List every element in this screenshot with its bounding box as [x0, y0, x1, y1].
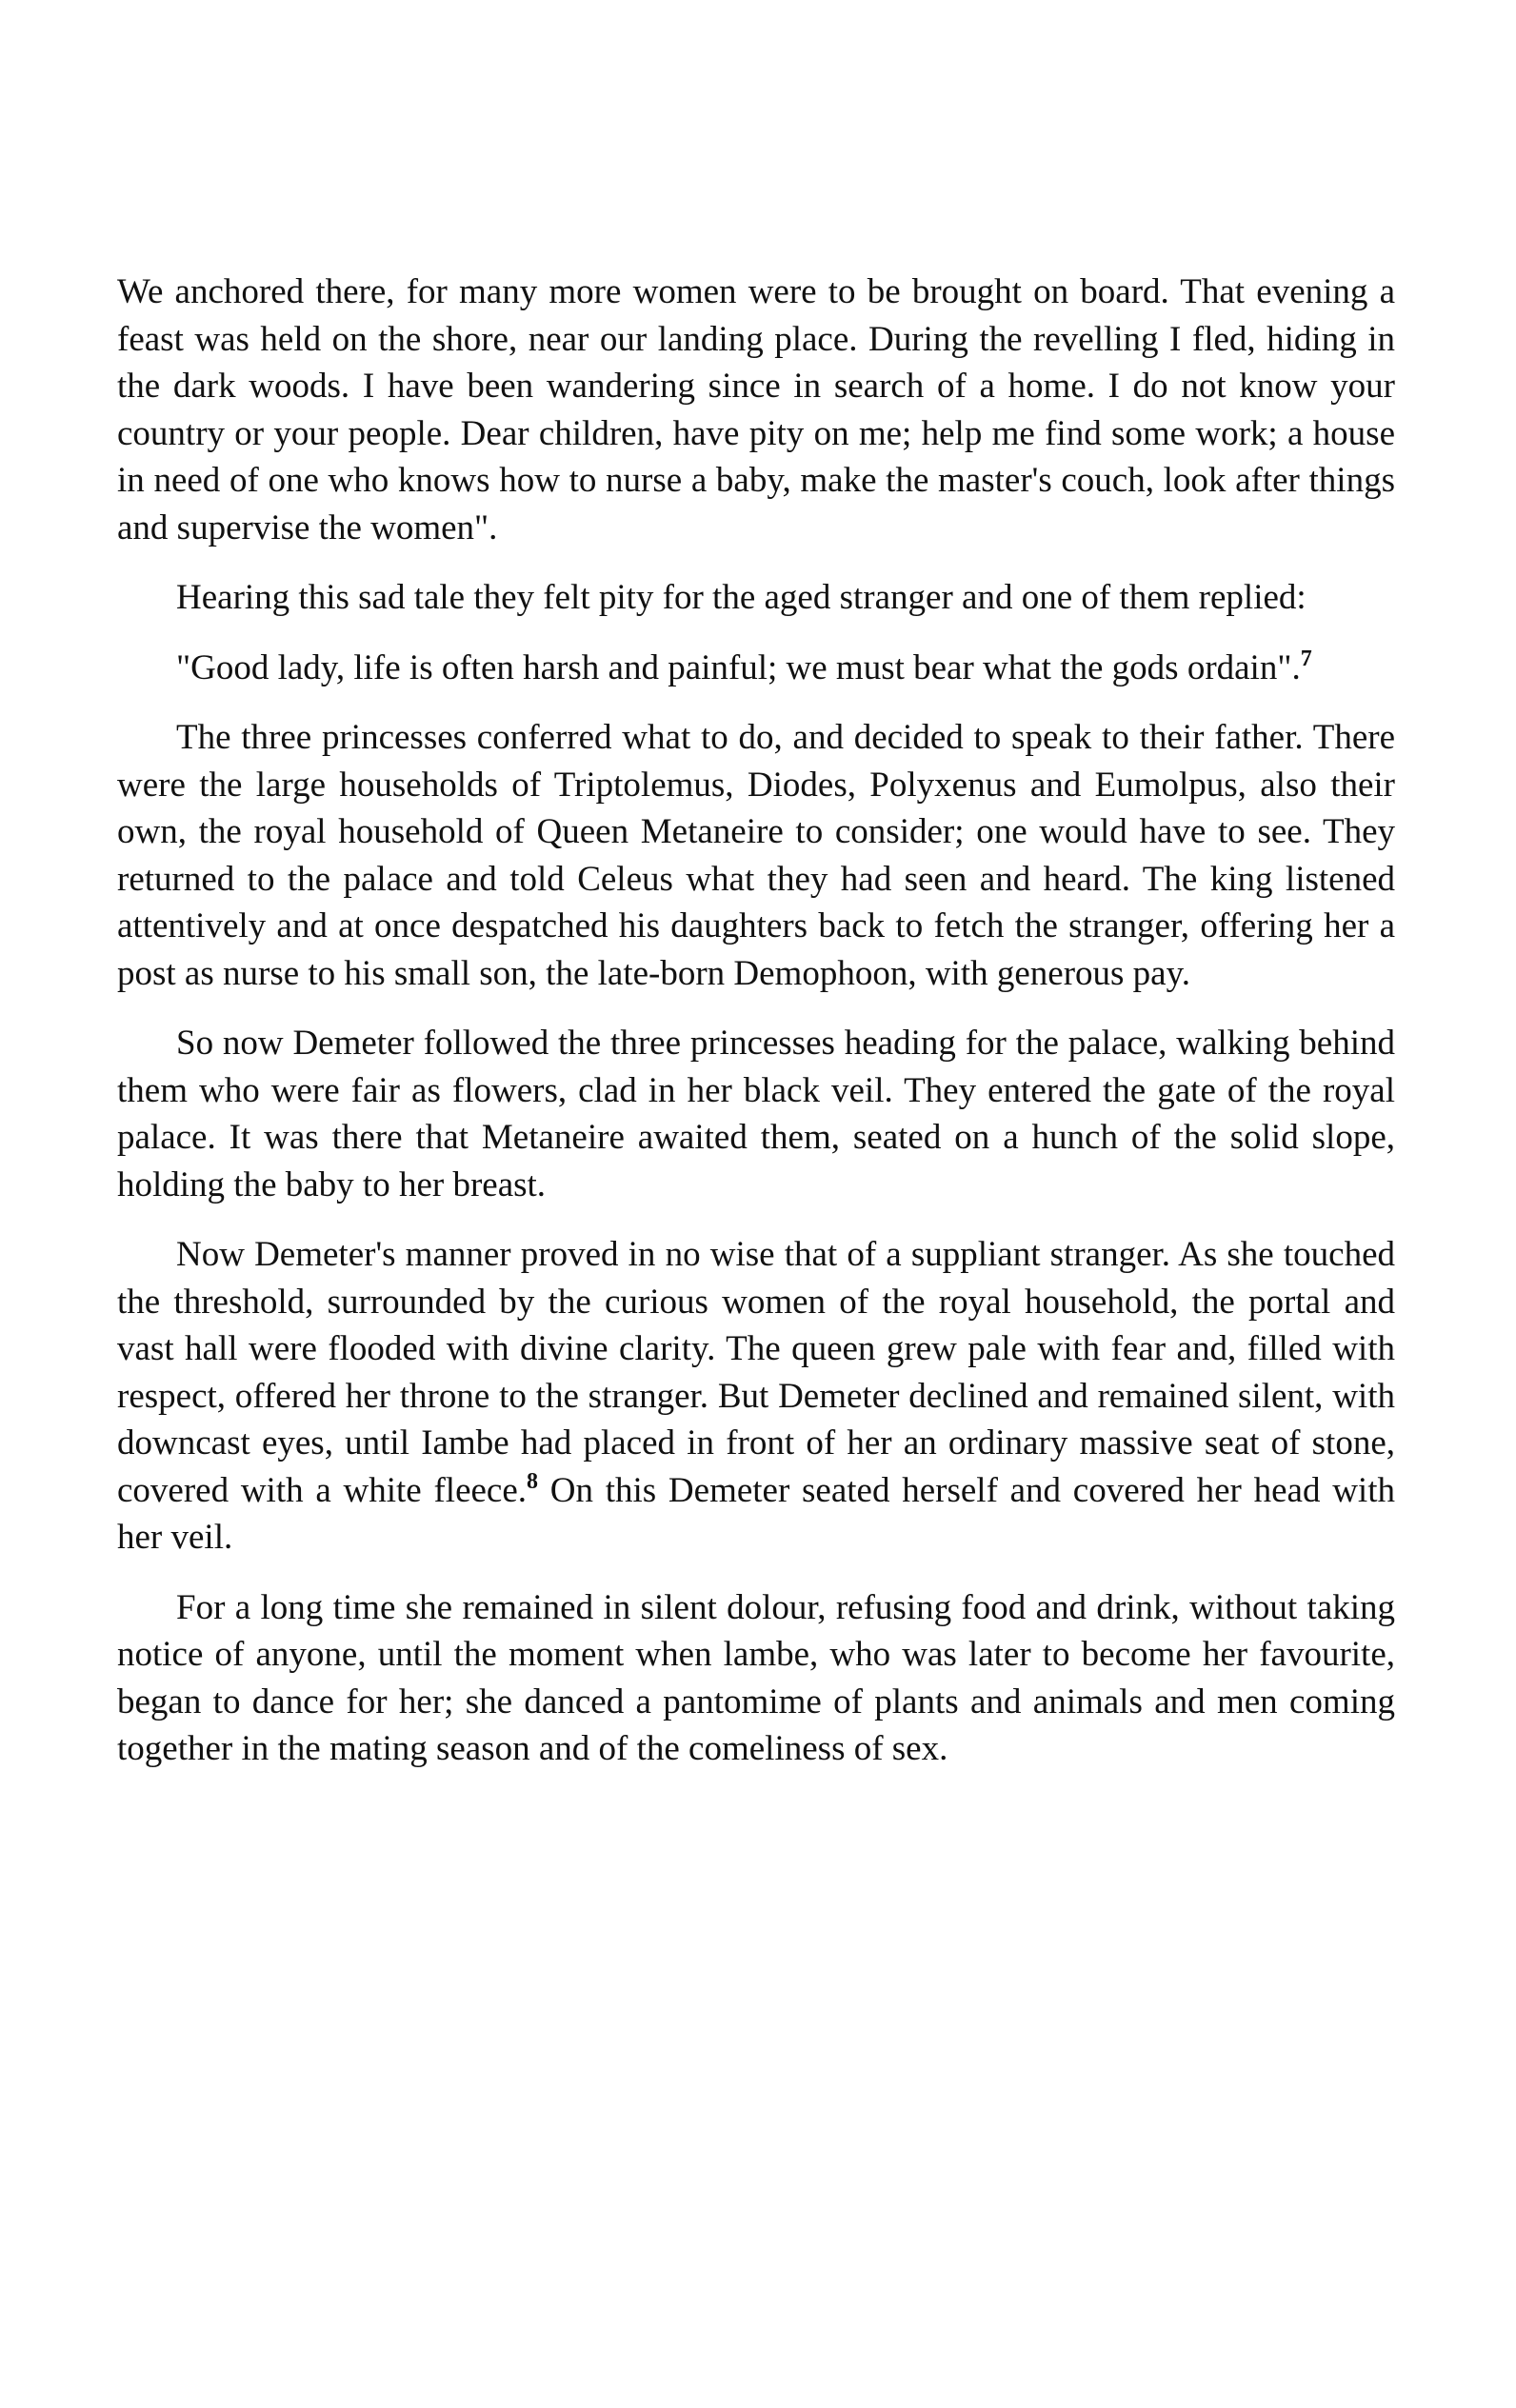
paragraph-5-text: So now Demeter followed the three princesses heading for the palace, walking behind them who were fair as flowers, clad in her black veil. They entered the gate of the royal palace. It was there that Metaneire awaited them, seated on a hunch of the solid slope, holding the baby to her breast.: [117, 1024, 1395, 1204]
paragraph-2-text: Hearing this sad tale they felt pity for the aged stranger and one of them replied:: [176, 578, 1307, 617]
paragraph-7-text: For a long time she remained in silent dolour, refusing food and drink, without taking notice of anyone, until the moment when lambe, who was later to become her favourite, began to dance for her; she danced a pantomime of plants and animals and men coming together in the mating season and of the comeliness of sex.: [117, 1587, 1395, 1768]
page-body: [117, 269, 1395, 1796]
paragraph-2: [117, 574, 1395, 622]
paragraph-4-text: The three princesses conferred what to do, and decided to speak to their father. There were the large households of Triptolemus, Diodes, Polyxenus and Eumolpus, also their own, the royal household of Queen Metaneire to consider; one would have to see. They returned to the palace and told Celeus what they had seen and heard. The king listened attentively and at once despatched his daughters back to fetch the stranger, offering her a post as nurse to his small son, the late-born Demophoon, with generous pay.: [117, 718, 1395, 993]
footnote-marker-7: 7: [1300, 646, 1312, 671]
paragraph-7: [117, 1584, 1395, 1773]
paragraph-4: [117, 714, 1395, 997]
paragraph-5: [117, 1020, 1395, 1208]
paragraph-3: [117, 645, 1395, 692]
paragraph-6-text-cont: On this Demeter seated herself and covered her head with her veil.: [117, 1470, 1395, 1557]
paragraph-1-text: We anchored there, for many more women were to be brought on board. That evening a feast was held on the shore, near our landing place. During the revelling I fled, hiding in the dark woods. I have been wandering since in search of a home. I do not know your country or your people. Dear children, have pity on me; help me find some work; a house in need of one who knows how to nurse a baby, make the master's couch, look after things and supervise the women".: [117, 272, 1395, 547]
paragraph-1: [117, 269, 1395, 551]
footnote-marker-8: 8: [527, 1468, 539, 1494]
paragraph-6: [117, 1231, 1395, 1562]
paragraph-6-text: Now Demeter's manner proved in no wise that of a suppliant stranger. As she touched the threshold, surrounded by the curious women of the royal household, the portal and vast hall were flooded with divine clarity. The queen grew pale with fear and, filled with respect, offered her throne to the stranger. But Demeter declined and remained silent, with downcast eyes, until Iambe had placed in front of her an ordinary massive seat of stone, covered with a white fleece.: [117, 1235, 1395, 1510]
paragraph-3-text: "Good lady, life is often harsh and painful; we must bear what the gods ordain".: [176, 647, 1301, 687]
